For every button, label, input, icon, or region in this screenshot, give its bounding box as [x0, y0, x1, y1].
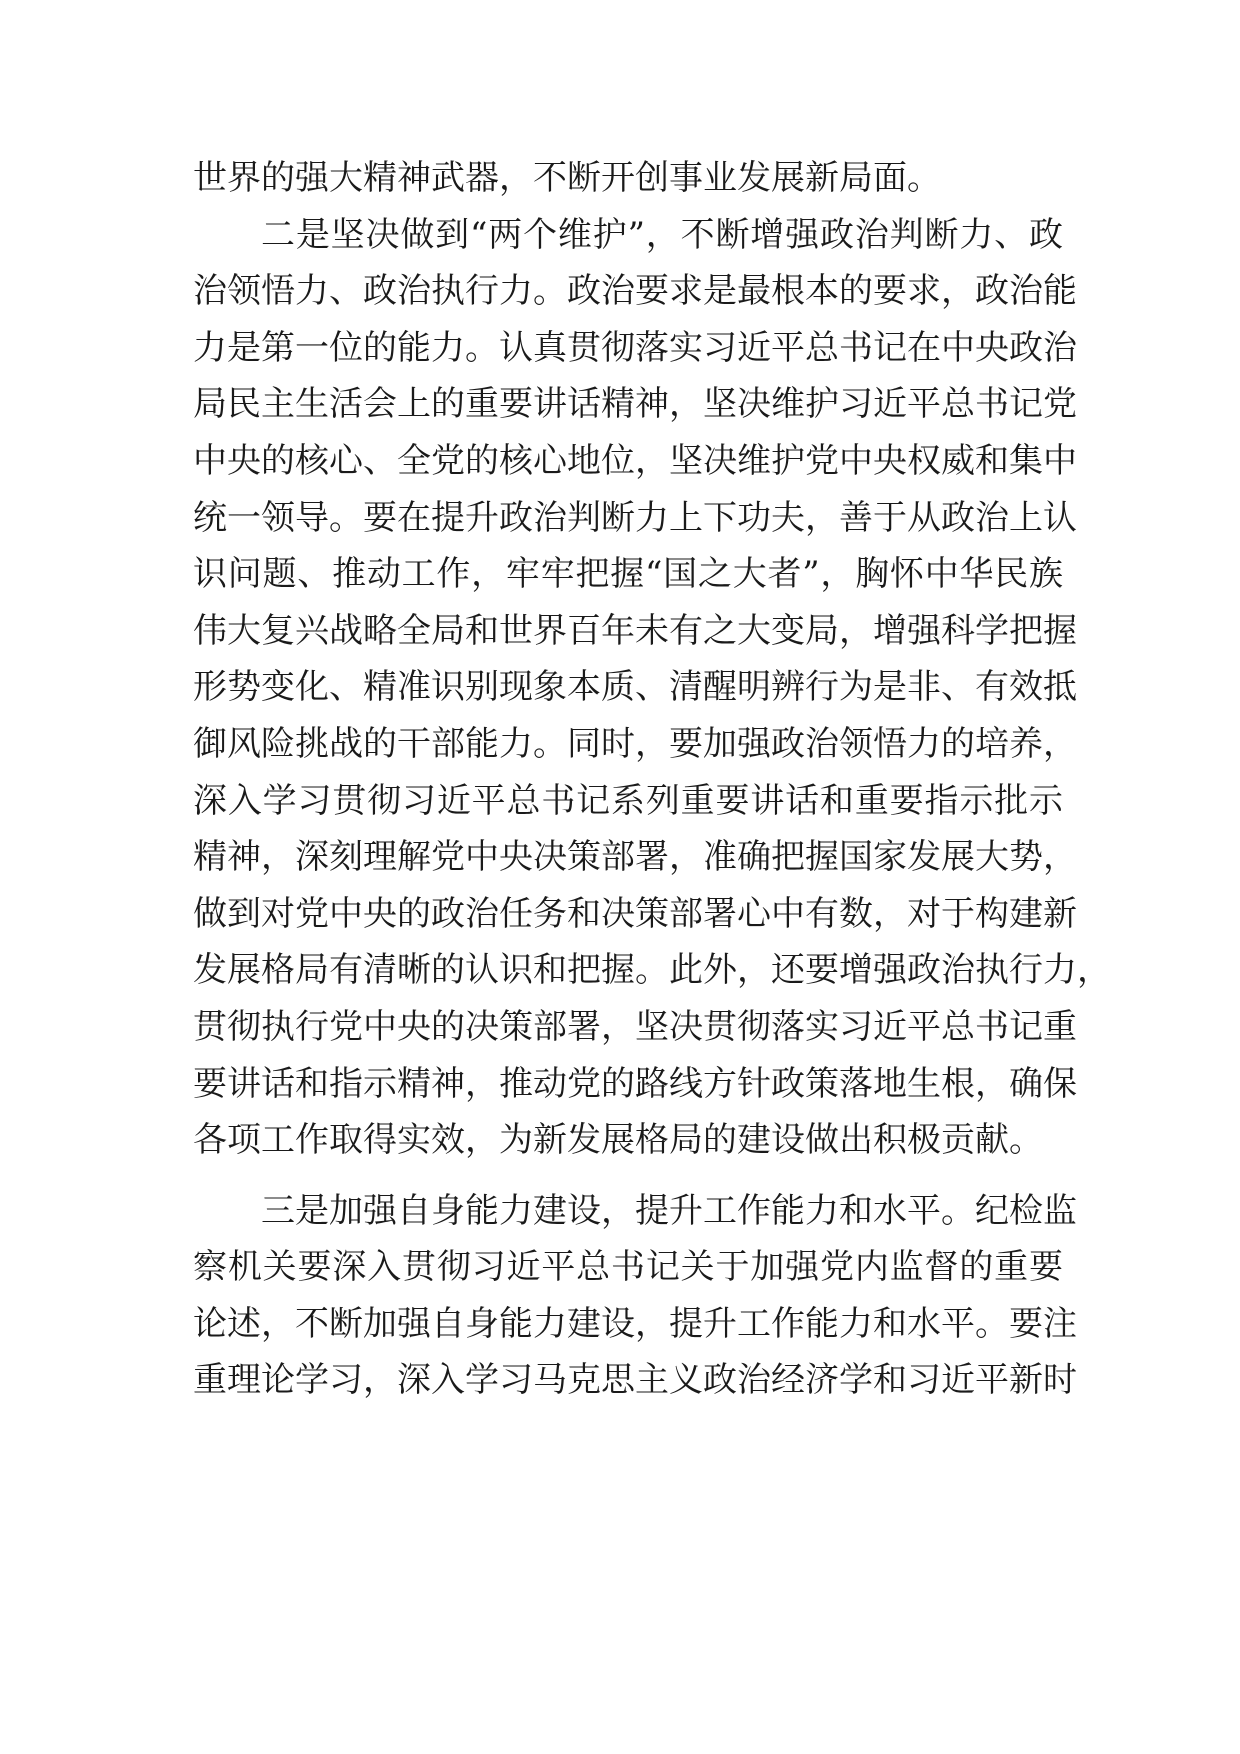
text-line: 察机关要深入贯彻习近平总书记关于加强党内监督的重要: [193, 1247, 1063, 1288]
text-line: 发展格局有清晰的认识和把握。此外，还要增强政治执行力，: [193, 950, 1111, 991]
text-line: 三是加强自身能力建设，提升工作能力和水平。纪检监: [261, 1190, 1077, 1231]
text-line: 精神，深刻理解党中央决策部署，准确把握国家发展大势，: [193, 837, 1077, 878]
text-line: 重理论学习，深入学习马克思主义政治经济学和习近平新时: [193, 1360, 1077, 1401]
text-line: 要讲话和指示精神，推动党的路线方针政策落地生根，确保: [193, 1063, 1077, 1104]
text-line: 局民主生活会上的重要讲话精神，坚决维护习近平总书记党: [193, 384, 1077, 425]
text-line: 二是坚决做到“两个维护”，不断增强政治判断力、政: [261, 214, 1063, 255]
text-line: 贯彻执行党中央的决策部署，坚决贯彻落实习近平总书记重: [193, 1006, 1077, 1047]
paragraph-two-safeguards: [193, 207, 1111, 1169]
text-line: 论述，不断加强自身能力建设，提升工作能力和水平。要注: [193, 1303, 1077, 1344]
text-line: 力是第一位的能力。认真贯彻落实习近平总书记在中央政治: [193, 327, 1077, 368]
text-line: 御风险挑战的干部能力。同时，要加强政治领悟力的培养，: [193, 723, 1077, 764]
paragraph-continuation: [193, 150, 1063, 207]
text-line: 深入学习贯彻习近平总书记系列重要讲话和重要指示批示: [193, 780, 1063, 821]
text-line: 中央的核心、全党的核心地位，坚决维护党中央权威和集中: [193, 440, 1077, 481]
text-line: 统一领导。要在提升政治判断力上下功夫，善于从政治上认: [193, 497, 1077, 538]
text-line: 世界的强大精神武器，不断开创事业发展新局面。: [193, 158, 941, 198]
text-line: 治领悟力、政治执行力。政治要求是最根本的要求，政治能: [193, 271, 1077, 312]
paragraph-capacity-building: [193, 1183, 1077, 1409]
text-line: 做到对党中央的政治任务和决策部署心中有数，对于构建新: [193, 893, 1077, 934]
text-line: 识问题、推动工作，牢牢把握“国之大者”，胸怀中华民族: [193, 554, 1063, 595]
text-line: 形势变化、精准识别现象本质、清醒明辨行为是非、有效抵: [193, 667, 1077, 708]
document-body: [193, 150, 1111, 1409]
text-line: 伟大复兴战略全局和世界百年未有之大变局，增强科学把握: [193, 610, 1077, 651]
paragraph-spacer: [193, 1169, 1063, 1183]
text-line: 各项工作取得实效，为新发展格局的建设做出积极贡献。: [193, 1120, 1043, 1161]
